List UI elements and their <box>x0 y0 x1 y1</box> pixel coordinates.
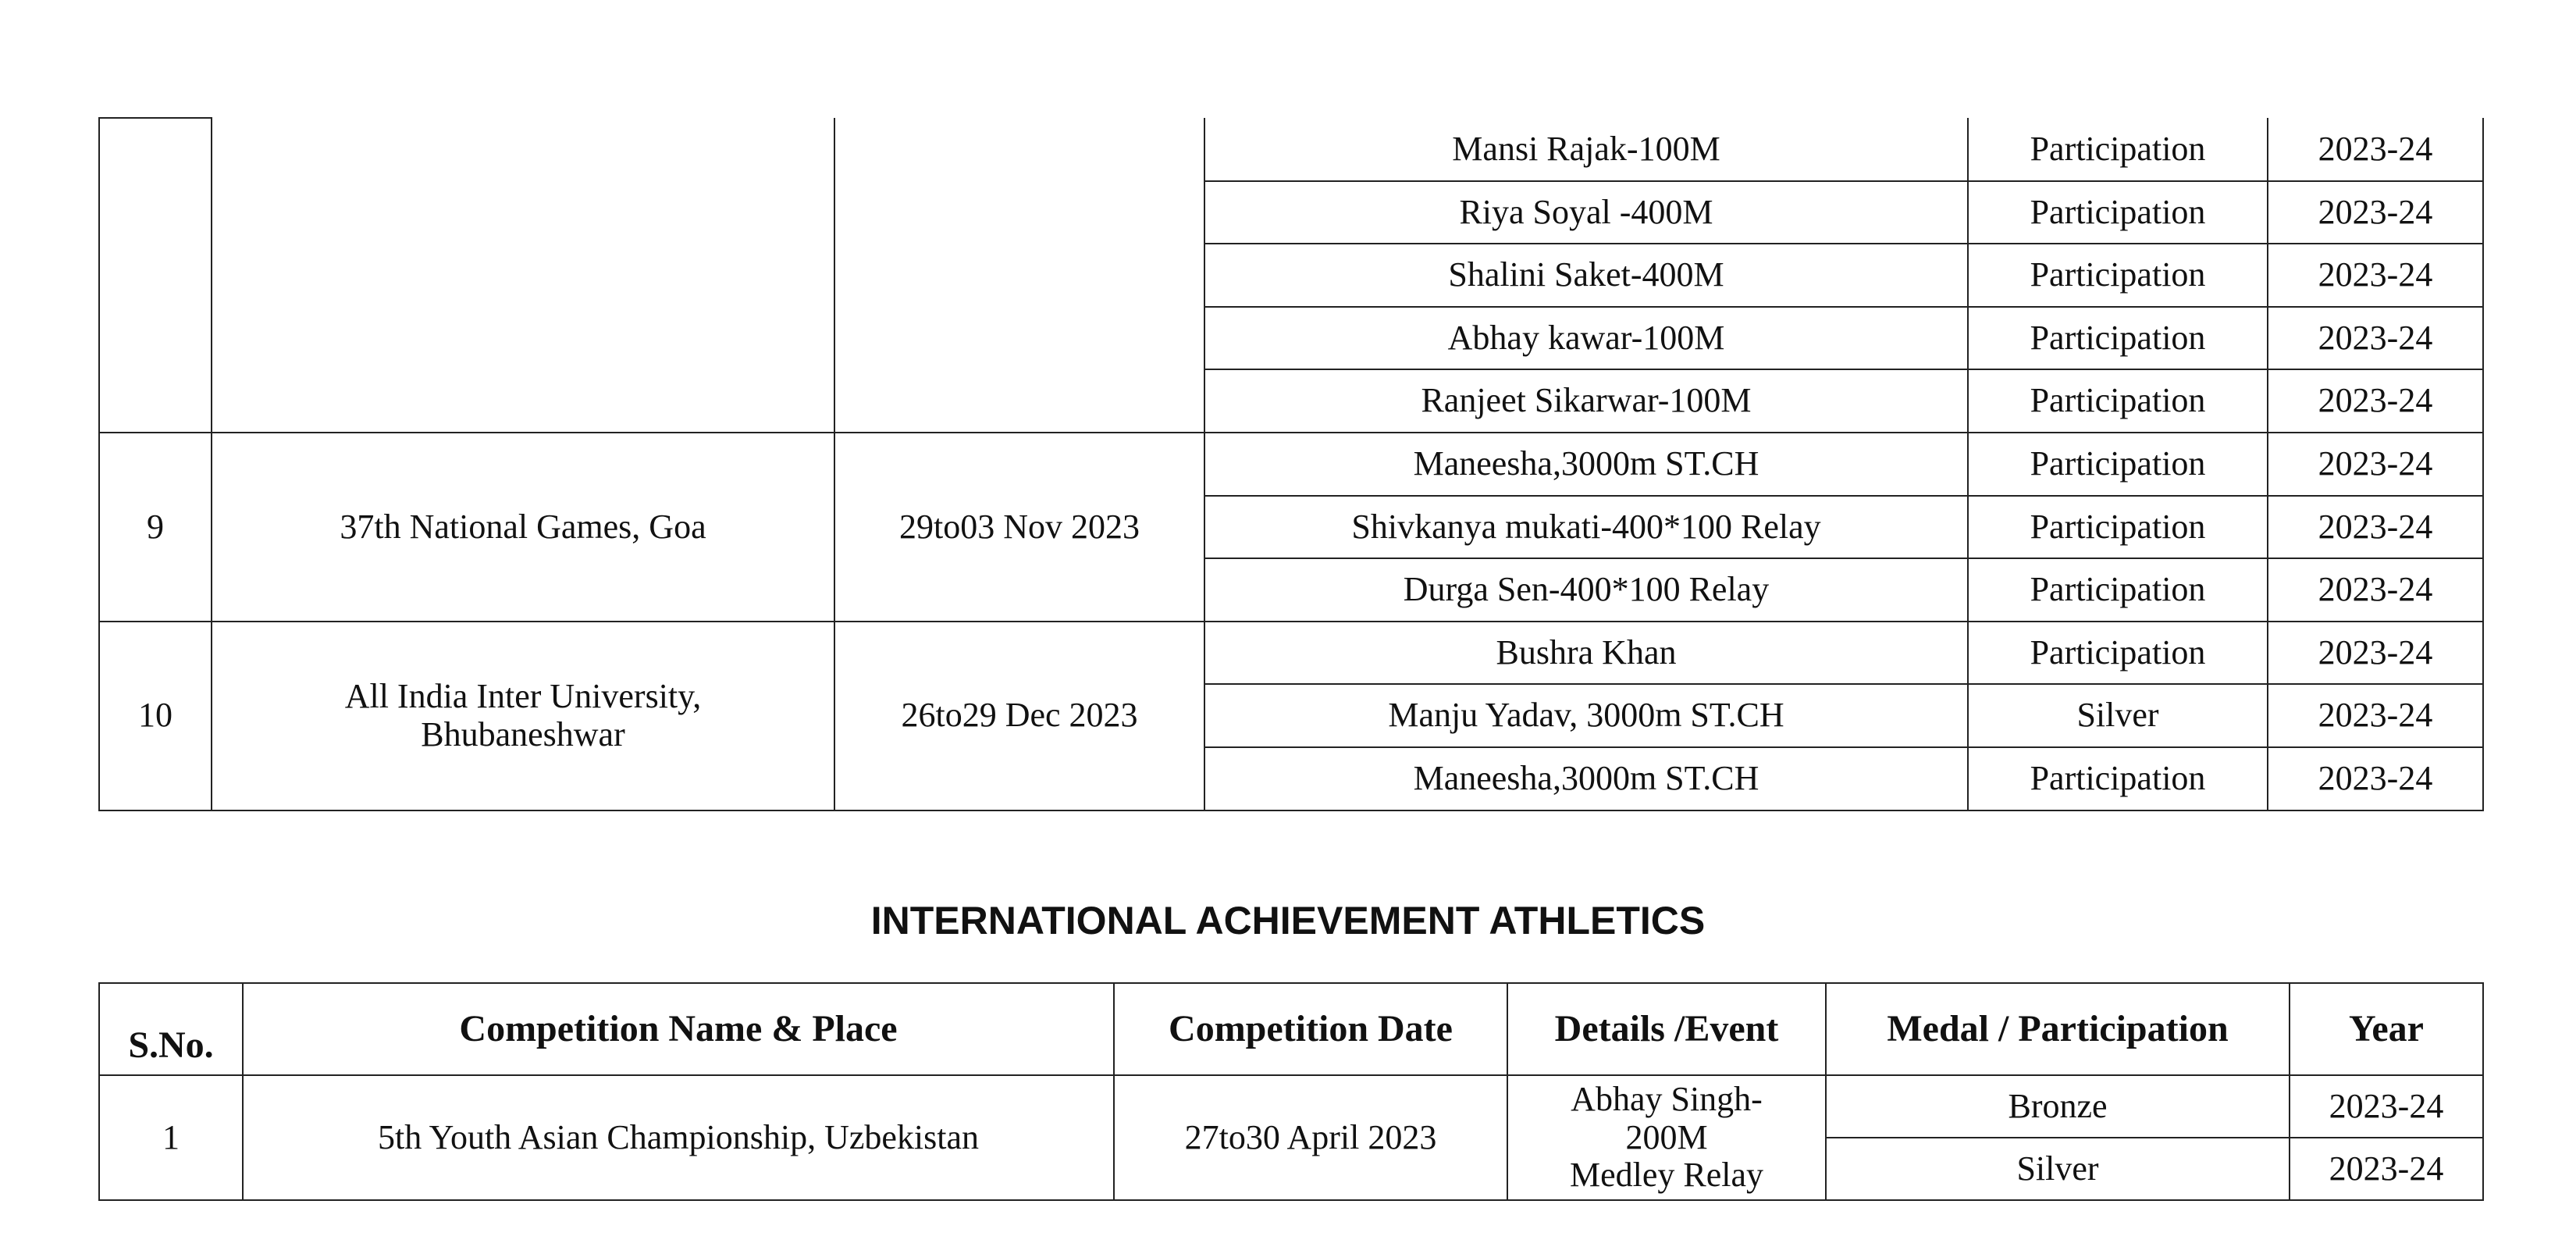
medal-cell: Participation <box>1968 622 2268 685</box>
medal-cell: Participation <box>1968 496 2268 559</box>
competition-cell-continued <box>212 118 834 433</box>
date-cell: 27to30 April 2023 <box>1114 1075 1507 1200</box>
year-cell: 2023-24 <box>2268 369 2483 433</box>
competition-cell <box>212 622 834 810</box>
details-line: Abhay Singh- <box>1571 1080 1763 1119</box>
header-row <box>99 983 2483 1075</box>
year-cell: 2023-24 <box>2290 1138 2483 1200</box>
header-date: Competition Date <box>1114 983 1507 1075</box>
medal-cell: Participation <box>1968 244 2268 307</box>
year-cell: 2023-24 <box>2268 307 2483 370</box>
medal-cell: Bronze <box>1826 1075 2290 1138</box>
details-cell: Riya Soyal -400M <box>1204 181 1968 244</box>
medal-cell: Participation <box>1968 369 2268 433</box>
header-medal: Medal / Participation <box>1826 983 2290 1075</box>
section-heading: INTERNATIONAL ACHIEVEMENT ATHLETICS <box>870 899 1706 942</box>
competition-cell: 37th National Games, Goa <box>212 433 834 622</box>
year-cell: 2023-24 <box>2268 244 2483 307</box>
details-line: 200M <box>1625 1117 1708 1156</box>
details-cell: Abhay kawar-100M <box>1204 307 1968 370</box>
sno-cell-continued <box>99 118 212 433</box>
medal-cell: Participation <box>1968 181 2268 244</box>
medal-cell: Participation <box>1968 433 2268 496</box>
medal-cell: Participation <box>1968 118 2268 181</box>
details-cell: Maneesha,3000m ST.CH <box>1204 433 1968 496</box>
header-year: Year <box>2290 983 2483 1075</box>
year-cell: 2023-24 <box>2268 747 2483 810</box>
year-cell: 2023-24 <box>2290 1075 2483 1138</box>
table-row <box>99 1075 2483 1138</box>
table-row <box>99 118 2483 181</box>
header-competition: Competition Name & Place <box>243 983 1114 1075</box>
year-cell: 2023-24 <box>2268 496 2483 559</box>
year-cell: 2023-24 <box>2268 684 2483 747</box>
year-cell: 2023-24 <box>2268 558 2483 622</box>
details-line: Medley Relay <box>1569 1156 1764 1195</box>
details-cell: Manju Yadav, 3000m ST.CH <box>1204 684 1968 747</box>
year-cell: 2023-24 <box>2268 118 2483 181</box>
competition-cell: 5th Youth Asian Championship, Uzbekistan <box>243 1075 1114 1200</box>
date-cell: 29to03 Nov 2023 <box>834 433 1204 622</box>
header-details: Details /Event <box>1507 983 1826 1075</box>
medal-cell: Participation <box>1968 747 2268 810</box>
year-cell: 2023-24 <box>2268 433 2483 496</box>
date-cell: 26to29 Dec 2023 <box>834 622 1204 810</box>
details-cell: Mansi Rajak-100M <box>1204 118 1968 181</box>
header-sno: S.No. <box>99 983 243 1075</box>
international-achievements-table <box>98 982 2484 1201</box>
details-cell: Shalini Saket-400M <box>1204 244 1968 307</box>
competition-line: All India Inter University, <box>344 677 702 716</box>
table-row <box>99 433 2483 496</box>
national-achievements-table <box>98 117 2484 811</box>
medal-cell: Participation <box>1968 558 2268 622</box>
details-cell <box>1507 1075 1826 1200</box>
medal-cell: Participation <box>1968 307 2268 370</box>
details-cell: Ranjeet Sikarwar-100M <box>1204 369 1968 433</box>
medal-cell: Silver <box>1826 1138 2290 1200</box>
year-cell: 2023-24 <box>2268 622 2483 685</box>
medal-cell: Silver <box>1968 684 2268 747</box>
date-cell-continued <box>834 118 1204 433</box>
details-cell: Shivkanya mukati-400*100 Relay <box>1204 496 1968 559</box>
table-row <box>99 622 2483 685</box>
year-cell: 2023-24 <box>2268 181 2483 244</box>
details-cell: Durga Sen-400*100 Relay <box>1204 558 1968 622</box>
details-cell: Maneesha,3000m ST.CH <box>1204 747 1968 810</box>
sno-cell: 9 <box>99 433 212 622</box>
sno-cell: 10 <box>99 622 212 810</box>
competition-line: Bhubaneshwar <box>421 714 625 753</box>
details-cell: Bushra Khan <box>1204 622 1968 685</box>
sno-cell: 1 <box>99 1075 243 1200</box>
